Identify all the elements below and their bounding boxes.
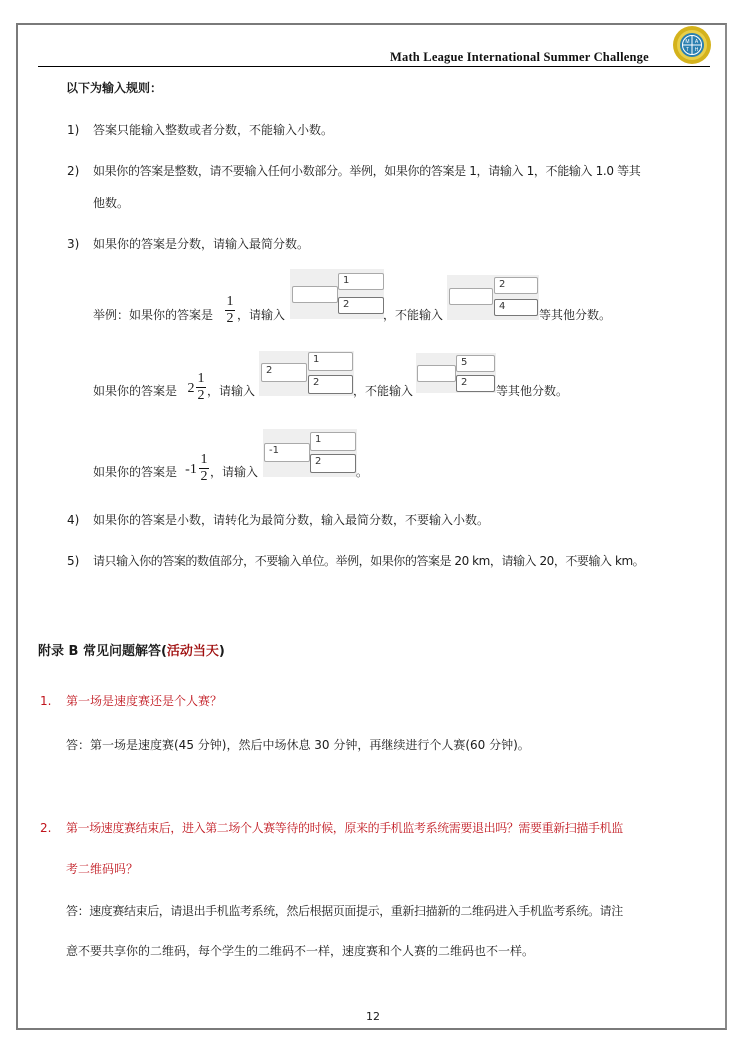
whole-input[interactable]	[449, 288, 493, 305]
whole-input[interactable]	[292, 286, 338, 303]
rules-heading: 以下为输入规则：	[66, 81, 163, 95]
correct-fraction-input	[263, 429, 357, 477]
wrong-fraction-input	[447, 275, 539, 320]
correct-fraction-input	[259, 351, 354, 396]
logo-letter-m: M	[685, 39, 690, 45]
example-mid: ，请输入	[207, 384, 256, 398]
rule-text: 如果你的答案是分数，请输入最简分数。	[93, 237, 310, 251]
faq-answer: 答：速度赛结束后，请退出手机监考系统，然后根据页面提示，重新扫描新的二维码进入手机监考系统。请注	[66, 904, 623, 918]
example-mid: ，请输入	[237, 308, 286, 322]
numerator-input[interactable]: 1	[338, 273, 384, 290]
denominator-input[interactable]: 2	[308, 375, 353, 394]
math-league-logo-icon	[672, 25, 712, 65]
faq-answer-continued: 意不要共享你的二维码，每个学生的二维码不一样，速度赛和个人赛的二维码也不一样。	[66, 944, 535, 958]
numerator-input[interactable]: 2	[494, 277, 538, 294]
logo-letter-t: T	[685, 47, 690, 53]
rule-number: 2)	[67, 164, 80, 178]
example-mid2: ，不能输入	[383, 308, 444, 322]
logo-letter-a: A	[694, 39, 699, 45]
faq-heading-main: 附录 B 常见问题解答(	[38, 644, 167, 659]
example-suffix: 等其他分数。	[539, 308, 612, 322]
fraction-numerator: 1	[200, 452, 208, 467]
faq-question: 第一场是速度赛还是个人赛？	[66, 694, 223, 708]
example-fraction	[225, 295, 235, 326]
whole-input[interactable]	[417, 365, 456, 382]
rule-text: 请只输入你的答案的数值部分，不要输入单位。举例，如果你的答案是 20 km，请输入 20，不要输入 km。	[93, 554, 645, 568]
fraction-numerator: 1	[197, 371, 205, 386]
faq-heading-highlight: 活动当天	[166, 644, 219, 659]
example-prefix: 如果你的答案是	[93, 384, 178, 398]
example-mid2: ，不能输入	[353, 384, 414, 398]
denominator-input[interactable]: 4	[494, 299, 538, 316]
correct-fraction-input	[290, 269, 384, 319]
logo-letter-h: H	[694, 47, 699, 53]
rule-number: 4)	[67, 513, 80, 527]
wrong-fraction-input	[416, 353, 496, 393]
denominator-input[interactable]: 2	[456, 375, 495, 392]
faq-question: 第一场速度赛结束后，进入第二场个人赛等待的时候，原来的手机监考系统需要退出吗？需要重新扫描手机监	[66, 821, 623, 835]
rule-text: 答案只能输入整数或者分数，不能输入小数。	[93, 123, 334, 137]
example-prefix: 举例：如果你的答案是	[93, 308, 214, 322]
fraction-denominator: 2	[226, 311, 234, 326]
rule-text: 如果你的答案是整数，请不要输入任何小数部分。举例，如果你的答案是 1，请输入 1，不能输入 1.0 等其	[93, 164, 641, 178]
numerator-input[interactable]: 5	[456, 355, 495, 372]
whole-input[interactable]: 2	[261, 363, 307, 382]
header-title: Math League International Summer Challenge	[390, 50, 649, 64]
faq-heading	[38, 644, 225, 660]
whole-input[interactable]: -1	[264, 443, 310, 462]
faq-number: 2.	[40, 821, 52, 835]
denominator-input[interactable]: 2	[310, 454, 356, 473]
example-suffix: 等其他分数。	[496, 384, 569, 398]
fraction-denominator: 2	[197, 388, 205, 403]
example-mid: ，请输入	[210, 465, 259, 479]
faq-heading-close: )	[218, 644, 225, 659]
rule-number: 1)	[67, 123, 80, 137]
example-suffix: 。	[356, 465, 369, 479]
rule-text-continued: 他数。	[93, 196, 130, 210]
faq-number: 1.	[40, 694, 52, 708]
faq-question-continued: 考二维码吗？	[66, 862, 139, 876]
numerator-input[interactable]: 1	[308, 352, 353, 371]
example-prefix: 如果你的答案是	[93, 465, 178, 479]
fraction-numerator: 1	[226, 294, 234, 309]
faq-answer: 答：第一场是速度赛(45 分钟)，然后中场休息 30 分钟，再继续进行个人赛(60 分钟)。	[66, 738, 530, 752]
rule-number: 5)	[67, 554, 80, 568]
example-fraction	[199, 453, 209, 484]
rule-text: 如果你的答案是小数，请转化为最简分数，输入最简分数，不要输入小数。	[93, 513, 490, 527]
fraction-whole: 2	[187, 381, 195, 396]
header-rule	[38, 66, 710, 67]
denominator-input[interactable]: 2	[338, 297, 384, 314]
rule-number: 3)	[67, 237, 80, 251]
page-number: 12	[366, 1010, 380, 1023]
example-fraction	[196, 372, 206, 403]
numerator-input[interactable]: 1	[310, 432, 356, 451]
fraction-whole: -1	[185, 462, 197, 477]
fraction-denominator: 2	[200, 469, 208, 484]
